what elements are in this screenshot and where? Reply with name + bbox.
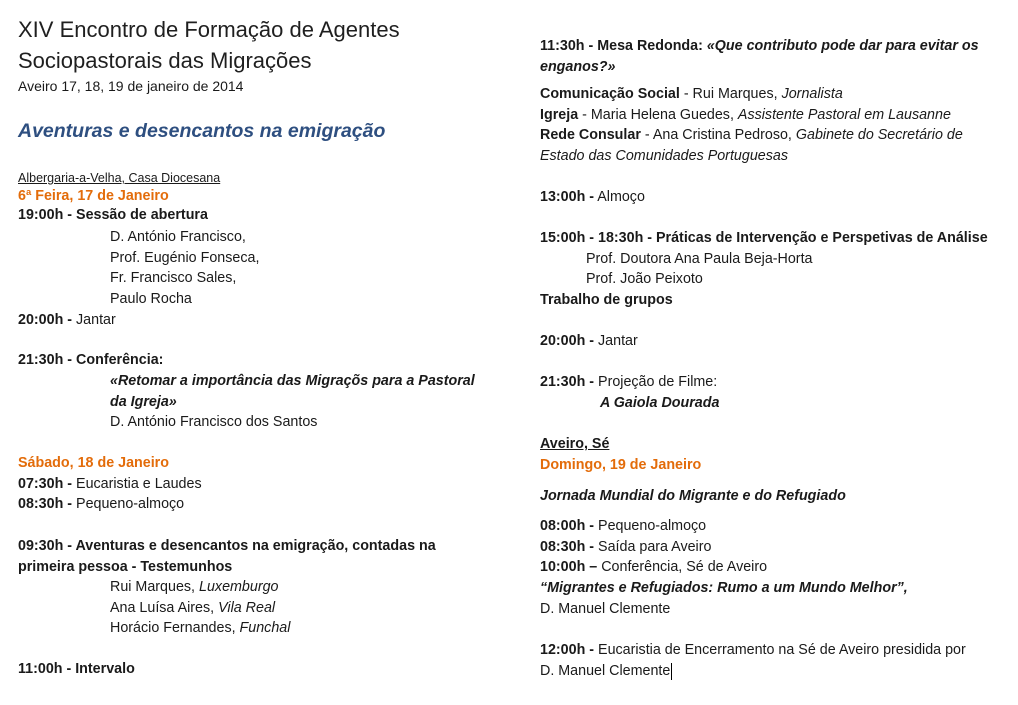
panelist-role: Gabinete do Secretário de <box>795 127 963 143</box>
session-opening <box>18 205 208 225</box>
session-text: Projeção de Filme: <box>598 374 718 390</box>
text-cursor <box>671 663 672 680</box>
speaker-line: Prof. Doutora Ana Paula Beja-Horta <box>586 251 813 267</box>
panelist-line <box>540 105 951 125</box>
session-title: Sessão de abertura <box>76 207 208 223</box>
session-departure <box>540 537 711 557</box>
day-heading-saturday: Sábado, 18 de Janeiro <box>18 455 169 471</box>
session-breakfast <box>18 494 184 514</box>
session-time: 21:30h - <box>18 352 73 368</box>
session-time: 10:00h – <box>540 559 598 575</box>
session-text: Pequeno-almoço <box>598 518 707 534</box>
session-time: 07:30h - <box>18 476 73 492</box>
day-theme: Jornada Mundial do Migrante e do Refugiado <box>540 488 846 504</box>
session-break: 11:00h - Intervalo <box>18 661 135 677</box>
speaker-line <box>540 661 672 681</box>
session-round-table <box>540 36 979 56</box>
testimony-line <box>110 618 290 638</box>
session-testimonies-line1: 09:30h - Aventuras e desencantos na emigração, contadas na <box>18 538 436 554</box>
session-dinner <box>18 310 116 330</box>
panelist-label: Igreja <box>540 107 579 123</box>
session-time: 08:30h - <box>18 496 73 512</box>
panelist-role: Assistente Pastoral em Lausanne <box>737 107 951 123</box>
panelist-line <box>540 84 843 104</box>
session-text: Eucaristia e Laudes <box>76 476 202 492</box>
testimony-line <box>110 598 275 618</box>
session-text: Jantar <box>598 333 638 349</box>
testimony-name: Horácio Fernandes, <box>110 620 236 636</box>
talk-title-line2: da Igreja» <box>110 394 177 410</box>
round-table-question-line1: «Que contributo pode dar para evitar os <box>706 38 979 54</box>
panelist-name: - Ana Cristina Pedroso, <box>644 127 792 143</box>
venue-aveiro: Aveiro, Sé <box>540 436 610 452</box>
speaker-line: Prof. João Peixoto <box>586 271 703 287</box>
session-practices: 15:00h - 18:30h - Práticas de Intervenção e Perspetivas de Análise <box>540 230 988 246</box>
session-time: 20:00h - <box>540 333 595 349</box>
session-time: 08:30h - <box>540 539 595 555</box>
speaker-line: D. António Francisco dos Santos <box>110 414 318 430</box>
session-text: Pequeno-almoço <box>76 496 185 512</box>
talk-title-line1: «Retomar a importância das Migraçõs para a Pastoral <box>110 373 475 389</box>
document-title-line2: Sociopastorais das Migrações <box>18 48 312 73</box>
session-mass <box>18 474 202 494</box>
session-time: 08:00h - <box>540 518 595 534</box>
testimony-place: Funchal <box>239 620 291 636</box>
session-text: Eucaristia de Encerramento na Sé de Aveiro presidida por <box>598 642 966 658</box>
session-testimonies-line2: primeira pessoa - Testemunhos <box>18 559 233 575</box>
event-dates: Aveiro 17, 18, 19 de janeiro de 2014 <box>18 78 244 94</box>
day-heading-sunday: Domingo, 19 de Janeiro <box>540 457 702 473</box>
document-title-line1: XIV Encontro de Formação de Agentes <box>18 17 400 42</box>
session-breakfast <box>540 516 706 536</box>
speaker-line: D. António Francisco, <box>110 229 246 245</box>
session-film <box>540 372 717 392</box>
speaker-line: Prof. Eugénio Fonseca, <box>110 250 260 266</box>
day-heading-friday: 6ª Feira, 17 de Janeiro <box>18 188 169 204</box>
session-time: 13:00h - <box>540 189 595 205</box>
session-dinner <box>540 331 638 351</box>
session-text: Almoço <box>597 189 645 205</box>
session-conference <box>18 350 163 370</box>
speaker-line: Paulo Rocha <box>110 291 192 307</box>
session-time: 21:30h - <box>540 374 595 390</box>
session-text: Saída para Aveiro <box>598 539 712 555</box>
session-text: Jantar <box>76 312 116 328</box>
speaker-name: D. Manuel Clemente <box>540 663 671 679</box>
panelist-name: - Maria Helena Guedes, <box>582 107 734 123</box>
session-time: 12:00h - <box>540 642 595 658</box>
event-theme-heading: Aventuras e desencantos na emigração <box>18 120 386 142</box>
session-time: 20:00h - <box>18 312 73 328</box>
speaker-line: D. Manuel Clemente <box>540 601 671 617</box>
testimony-name: Ana Luísa Aires, <box>110 600 215 616</box>
testimony-place: Luxemburgo <box>199 579 279 595</box>
session-time: 19:00h - <box>18 207 73 223</box>
testimony-name: Rui Marques, <box>110 579 196 595</box>
group-work: Trabalho de grupos <box>540 292 673 308</box>
session-lunch <box>540 187 645 207</box>
panelist-role-line2: Estado das Comunidades Portuguesas <box>540 148 788 164</box>
round-table-question-line2: enganos?» <box>540 59 616 75</box>
session-text: Conferência, Sé de Aveiro <box>601 559 768 575</box>
speaker-line: Fr. Francisco Sales, <box>110 270 237 286</box>
talk-title: “Migrantes e Refugiados: Rumo a um Mundo Melhor”, <box>540 580 908 596</box>
panelist-label: Rede Consular <box>540 127 641 143</box>
session-conference <box>540 557 767 577</box>
session-title: Conferência: <box>76 352 164 368</box>
testimony-line <box>110 577 279 597</box>
session-title: 11:30h - Mesa Redonda: <box>540 38 703 54</box>
panelist-label: Comunicação Social <box>540 86 680 102</box>
venue-albergaria: Albergaria-a-Velha, Casa Diocesana <box>18 171 221 185</box>
panelist-role: Jornalista <box>781 86 843 102</box>
session-closing-mass <box>540 640 966 660</box>
testimony-place: Vila Real <box>218 600 276 616</box>
film-title: A Gaiola Dourada <box>600 395 720 411</box>
panelist-name: - Rui Marques, <box>683 86 778 102</box>
panelist-line <box>540 125 963 145</box>
